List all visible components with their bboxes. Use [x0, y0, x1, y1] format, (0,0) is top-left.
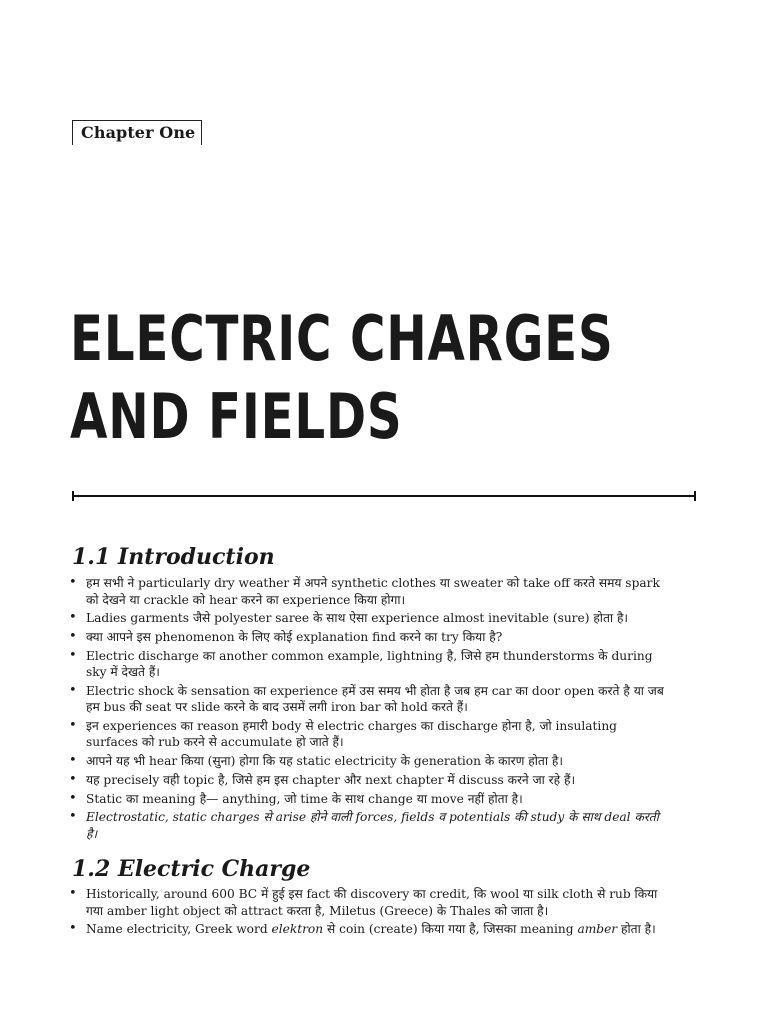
list-item: • Ladies garments जैसे polyester saree के साथ ऐसा experience almost inevitable (sure) होता है।	[66, 610, 666, 627]
list-item: • Electric discharge का another common example, lightning है, जिसे हम thunderstorms के during sky में देखते हैं।	[66, 648, 666, 681]
list-item	[66, 921, 666, 938]
electric-charge-list	[66, 886, 666, 940]
list-item: • Electric shock के sensation का experience हमें उस समय भी होता है जब हम car का door open करते है या जब हम bus की seat पर slide करने के बाद उसमें लगी iron bar को hold करते हैं।	[66, 683, 666, 716]
list-item: • Electrostatic, static charges से arise होने वाली forces, fields व potentials की study के साथ deal करती है।	[66, 809, 666, 842]
chapter-label: Chapter One	[72, 120, 202, 145]
list-item: • Historically, around 600 BC में हुई इस fact की discovery का credit, कि wool या silk cloth से rub किया गया amber light object को attract करता है, Miletus (Greece) के Thales को जाता है।	[66, 886, 666, 919]
list-item: • आपने यह भी hear किया (सुना) होगा कि यह static electricity के generation के कारण होता है।	[66, 753, 666, 770]
list-item: • हम सभी ने particularly dry weather में अपने synthetic clothes या sweater को take off करते समय spark को देखने या crackle को hear करने का experience किया होगा।	[66, 575, 666, 608]
section-heading-introduction: 1.1 Introduction	[72, 544, 275, 570]
title-divider	[72, 495, 696, 497]
text-run: होता है।	[617, 922, 656, 937]
list-item: • इन experiences का reason हमारी body से electric charges का discharge होना है, जो insulating surfaces को rub करने से accumulate हो जाते हैं।	[66, 718, 666, 751]
list-item: • क्या आपने इस phenomenon के लिए कोई explanation find करने का try किया है?	[66, 629, 666, 646]
chapter-title	[70, 300, 710, 456]
section-heading-electric-charge: 1.2 Electric Charge	[72, 856, 311, 882]
list-item: • Static का meaning है— anything, जो time के साथ change या move नहीं होता है।	[66, 791, 666, 808]
emphasis-amber: amber	[577, 922, 618, 937]
introduction-list	[66, 575, 666, 844]
emphasis-elektron: elektron	[271, 922, 324, 937]
chapter-title-line-1: ELECTRIC CHARGES	[70, 302, 614, 375]
text-run: Name electricity, Greek word	[86, 922, 272, 937]
list-item: • यह precisely वही topic है, जिसे हम इस chapter और next chapter में discuss करने जा रहे हैं।	[66, 772, 666, 789]
text-run: से coin (create) किया गया है, जिसका meaning	[323, 922, 578, 937]
chapter-title-line-2: AND FIELDS	[70, 380, 403, 453]
